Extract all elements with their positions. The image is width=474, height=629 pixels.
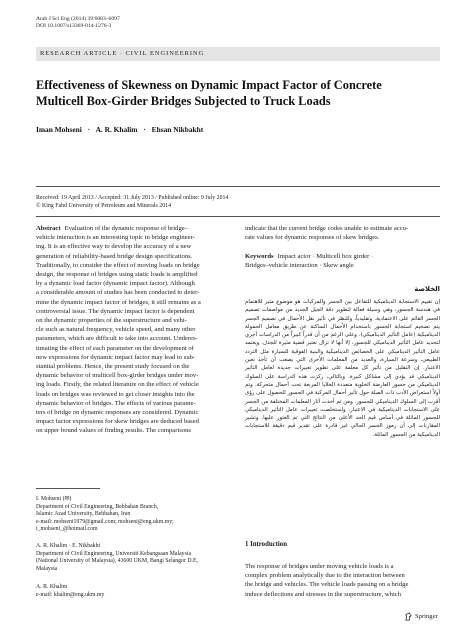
- affiliation-block: [36, 584, 236, 599]
- affiliation-line: Malaysia: [36, 565, 58, 572]
- affiliation-line: e-mail: khalim@eng.ukm.my: [36, 591, 105, 598]
- keywords: [245, 252, 441, 270]
- affiliation-line: e-mail: mohseni1979@gmail.com; mohseni@eng.ukm.my;: [36, 518, 174, 525]
- abstract: [36, 224, 232, 436]
- intro-line: complex problem analytically due to the interaction between: [245, 572, 405, 580]
- abstract-line: stantial problems. Hence, the present study focused on the: [36, 363, 190, 371]
- abstract-line: mine the dynamic impact factor of bridges, it still remains as a: [36, 298, 201, 306]
- abstract-label: Abstract: [36, 225, 61, 232]
- abstract-line: controversial issue. The dynamic impact factor is dependent: [36, 307, 195, 315]
- article-type-banner: RESEARCH ARTICLE · CIVIL ENGINEERING: [36, 47, 440, 61]
- abstract-line: dynamic behavior of bridges. The effects of various parame-: [36, 399, 196, 407]
- abstract-line: loads on bridges was reviewed to get closer insights into the: [36, 390, 195, 398]
- publisher-logo: [404, 612, 438, 621]
- abstract-line: by a dynamic load factor (dynamic impact factor). Although: [36, 280, 195, 288]
- abstract-line: vehicle interaction is an interesting topic in bridge engineer-: [36, 234, 195, 242]
- affiliation-block: [36, 543, 236, 573]
- copyright-line: © King Fahd University of Petroleum and Minerals 2014: [36, 203, 172, 209]
- keywords-line: Keywords Impact actor · Multicell box girder ·: [245, 253, 374, 260]
- abstract-line: parameters, which are difficult to take into account. Underes-: [36, 335, 198, 343]
- abstract-line: dynamic behavior of multicell box-girder bridges under mov-: [36, 372, 199, 380]
- arabic-abstract-heading: الخلاصة: [414, 285, 440, 293]
- abstract-line: ters of bridge on dynamic responses are considered. Dynamic: [36, 409, 199, 417]
- abstract-line: generation of reliability-based bridge design specifications.: [36, 252, 193, 260]
- intro-line: the bridge and vehicles. The vehicle loads passing on a bridge: [245, 581, 409, 589]
- author-name: A. R. Khalim: [95, 125, 138, 134]
- divider: [36, 186, 440, 187]
- journal-header: [36, 16, 120, 30]
- introduction-text: [245, 562, 441, 599]
- keywords-line: Bridges–vehicle interaction · Skew angle: [245, 262, 354, 270]
- affiliation-line: I. Mohseni (✉): [36, 496, 72, 502]
- abstract-line: indicate that the current bridge codes unable to estimate accu-: [245, 225, 409, 232]
- abstract-line: ing loads. Firstly, the related literature on the effect of vehicle: [36, 381, 199, 389]
- keywords-label: Keywords: [245, 253, 274, 260]
- abstract-line: Traditionally, to consider the effect of moving loads on bridge: [36, 261, 200, 269]
- springer-horse-icon: [404, 612, 413, 621]
- affiliation-line: Islamic Azad University, Behbahan, Iran: [36, 511, 131, 518]
- affiliation-line: (National University of Malaysia), 43600 UKM, Bangi Selangor D.E,: [36, 558, 198, 565]
- title-line-1: Effectiveness of Skewness on Dynamic Impact Factor of Concrete: [36, 78, 382, 92]
- abstract-line: on the dynamic properties of the superstructure and vehi-: [36, 317, 187, 325]
- abstract-line: new expressions for dynamic impact factor may lead to sub-: [36, 353, 196, 361]
- intro-line: The response of bridges under moving vehicle loads is a: [245, 563, 394, 570]
- arabic-abstract: إن تقييم الاستجابة الديناميكية للتفاعل بين الجسر والمركبات هو موضوع مثير للاهتمام في هندسة الجسور، وهي وسيلة فعالة لتطوير دقة الجيل الجديد من مواصفات تصميم الجسر القائم على الاعتمادية. وتقليدياً، وللنظر في تأثير نقل الأحمال في تصميم الجسر يتم تضخيم استجابة الجسور باستخدام الأحمال الساكنة عن طريق معامل الحمولة الديناميكية (عامل التأثير الديناميكي). وعلى الرغم من أن قدراً كبيراً من الدراسات أجري لتحديد عامل التأثير الديناميكي للجسور، إلا أنها لا تزال تعتبر قضية مثيرة للجدل. ويعتمد عامل التأثير الديناميكي على الخصائص الديناميكية والبنية الفوقية للسيارة مثل التردد الطبيعي، وسرعة السيارة، والعديد من المعلمات الأخرى التي يصعب أن تأخذ بعين الاعتبار. إن التقليل من تأثير كل معلمة على تطوير تعبيرات جديدة لعامل التأثير الديناميكي قد يؤدي إلى مشاكل كبيرة. وبالتالي، ركزت هذه الدراسة على السلوك الديناميكي من جسور العارضة الخلوية متعددة الخلايا المربعة تحت أحمال متحركة. وتم أولاً استعراض الأدب ذات الصلة حول تأثير أحمال المركبة في الجسور للحصول على رؤى أقرب إلى السلوك الديناميكي للجسور. ومن ثم أخذت آثار المعلمات المختلفة من الجسر على الاستجابات الديناميكية في الاعتبار. واستخلصت تعبيرات عامل التأثير الديناميكي للجسور المائلة في أساس قيم الحد الأعلى من النتائج التي تم العثور عليها. وتشير المقارنات إلى أن رموز الجسر الحالي غير قادرة على تقدير قيم دقيقة للاستجابات الديناميكية من الجسور المائلة.: [245, 299, 440, 438]
- affiliation-block: [36, 496, 236, 534]
- footnote-rule: [36, 488, 100, 489]
- author-separator: ·: [87, 125, 91, 134]
- abstract-line: ing. It is an effective way to develop the accuracy of a new: [36, 243, 192, 251]
- abstract-line: impact factor expressions for skew bridges are deduced based: [36, 418, 199, 426]
- abstract-line: Abstract Evaluation of the dynamic response of bridge–: [36, 225, 188, 232]
- section-heading-introduction: 1 Introduction: [245, 541, 287, 548]
- affiliation-line: A. R. Khalim · E. Nikbakht: [36, 543, 101, 549]
- abstract-line: a considerable amount of studies has been conducted to deter-: [36, 289, 200, 297]
- author-name: Ehsan Nikbakht: [151, 125, 204, 134]
- author-name: Iman Mohseni: [36, 125, 82, 134]
- abstract-continuation: [245, 224, 441, 242]
- affiliation-line: Department of Civil Engineering, Behbahan Branch,: [36, 503, 159, 510]
- doi: DOI 10.1007/s13369-014-1276-3: [36, 23, 112, 29]
- title-line-2: Multicell Box-Girder Bridges Subjected to Truck Loads: [36, 93, 331, 108]
- received-line: Received: 19 April 2013 / Accepted: 31 July 2013 / Published online: 9 July 2014: [36, 195, 229, 201]
- affiliation-line: i_mohseni_@hotmail.com: [36, 526, 98, 533]
- affiliation-line: Department of Civil Engineering, Universiti Kebangsaan Malaysia: [36, 550, 192, 557]
- abstract-line: rate values for dynamic responses of skew bridges.: [245, 234, 380, 242]
- intro-line: induce deflections and stresses in the superstructure, which: [245, 590, 402, 598]
- author-separator: ·: [143, 125, 146, 134]
- abstract-line: cle such as natural frequency, vehicle speed, and many other: [36, 326, 196, 334]
- affiliation-line: A. R. Khalim: [36, 584, 68, 590]
- abstract-line: on upper bound values of finding results. The comparisons: [36, 427, 191, 435]
- journal-citation: Arab J Sci Eng (2014) 39:6083–6097: [36, 16, 120, 22]
- abstract-line: timating the effect of each parameter on the development of: [36, 344, 194, 352]
- paper-title: [36, 78, 446, 109]
- publication-dates: [36, 194, 228, 210]
- abstract-line: design, the response of bridges using static loads is amplified: [36, 271, 198, 279]
- author-list: [36, 125, 203, 134]
- publisher-name: Springer: [415, 613, 438, 620]
- divider: [36, 216, 440, 217]
